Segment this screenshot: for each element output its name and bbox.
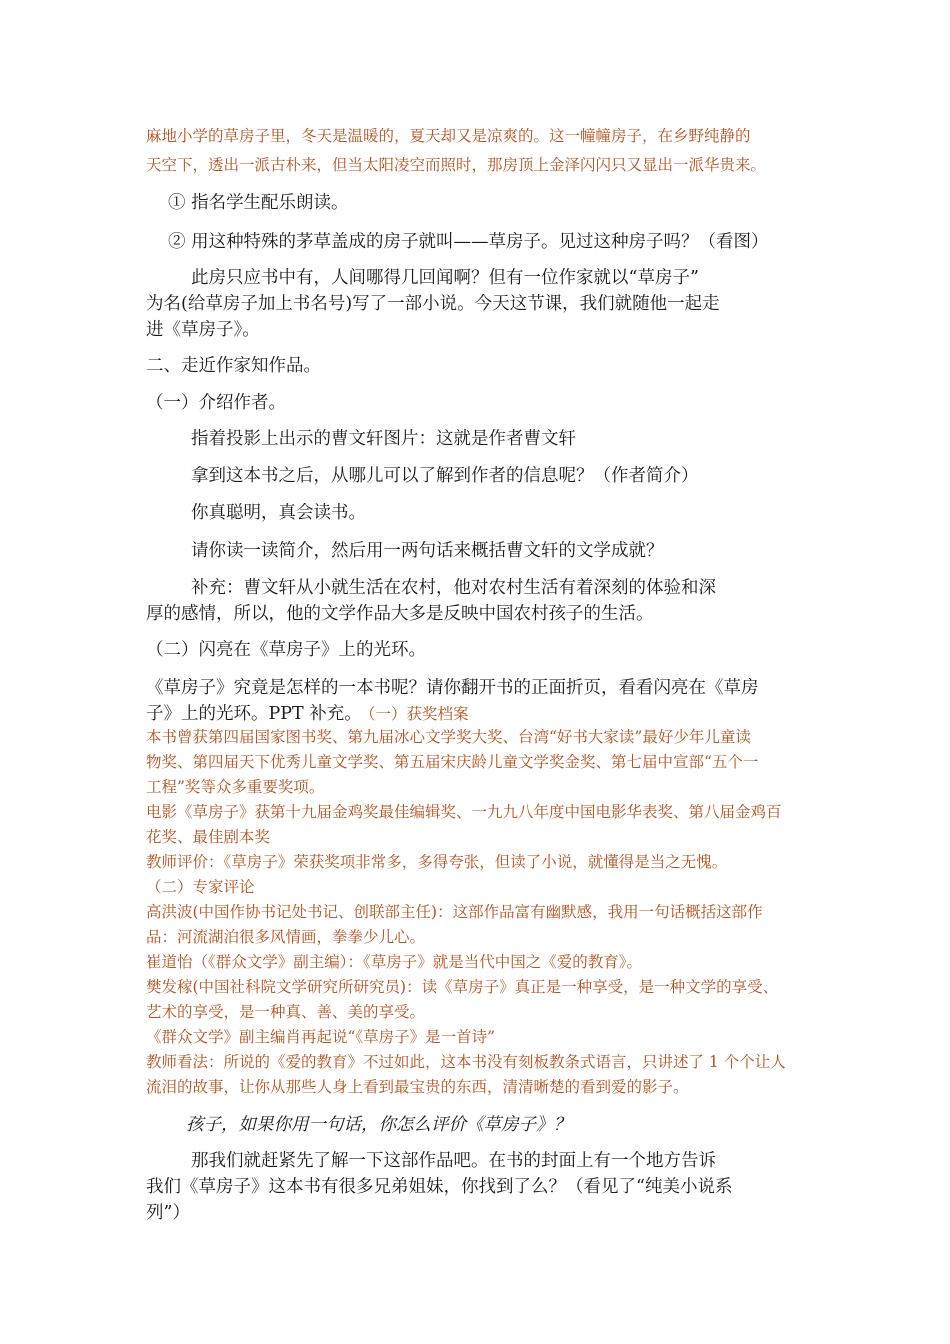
awards-text-line: 电影《草房子》获第十九届金鸡奖最佳编辑奖、一九九八年度中国电影华表奖、第八届金鸡百 xyxy=(146,803,782,821)
awards-heading: （一）获奖档案 xyxy=(367,705,469,723)
paragraph-line xyxy=(146,700,469,725)
review-text-line: 高洪波(中国作协书记处书记、创联部主任)：这部作品富有幽默感，我用一句话概括这部作 xyxy=(146,903,763,921)
teacher-view-line: 教师看法：所说的《爱的教育》不过如此，这本书没有刻板教条式语言，只讲述了 1 个个让人 xyxy=(146,1053,786,1071)
paragraph-line: 那我们就赶紧先了解一下这部作品吧。在书的封面上有一个地方告诉 xyxy=(191,1151,716,1171)
review-text-line: 艺术的享受，是一种真、善、美的享受。 xyxy=(146,1003,426,1021)
paragraph-text: 子》上的光环。PPT 补充。 xyxy=(146,704,362,724)
intro-text-line: 麻地小学的草房子里，冬天是温暖的，夏天却又是凉爽的。这一幢幢房子，在乡野纯静的 xyxy=(146,127,751,145)
review-text-line: 崔道怡（《群众文学》副主编）：《草房子》就是当代中国之《爱的教育》。 xyxy=(146,953,643,971)
paragraph-line: 拿到这本书之后，从哪儿可以了解到作者的信息呢？（作者简介） xyxy=(191,466,699,486)
paragraph-line: 你真聪明，真会读书。 xyxy=(191,503,366,523)
paragraph-line: 进《草房子》。 xyxy=(146,320,260,340)
paragraph-line: 此房只应书中有，人间哪得几回闻啊？但有一位作家就以“草房子” xyxy=(191,268,699,288)
reviews-heading: （二）专家评论 xyxy=(146,878,255,896)
teacher-view-line: 流泪的故事，让你从那些人身上看到最宝贵的东西，清清晰楚的看到爱的影子。 xyxy=(146,1078,689,1096)
subsection-heading: （二）闪亮在《草房子》上的光环。 xyxy=(146,640,426,660)
paragraph-line: 为名(给草房子加上书名号)写了一部小说。今天这节课，我们就随他一起走 xyxy=(146,294,720,314)
review-text-line: 品：河流湖泊很多风情画，拳拳少儿心。 xyxy=(146,928,426,946)
subsection-heading: （一）介绍作者。 xyxy=(146,393,286,413)
section-heading: 二、走近作家知作品。 xyxy=(146,356,321,376)
paragraph-line: 我们《草房子》这本书有很多兄弟姐妹，你找到了么？（看见了“纯美小说系 xyxy=(146,1177,733,1197)
awards-text-line: 工程”奖等众多重要奖项。 xyxy=(146,778,325,796)
teacher-comment: 教师评价：《草房子》荣获奖项非常多，多得夸张，但读了小说，就懂得是当之无愧。 xyxy=(146,853,728,871)
question-line: 孩子，如果你用一句话，你怎么评价《草房子》？ xyxy=(186,1115,571,1135)
paragraph-line: 《草房子》究竟是怎样的一本书呢？请你翻开书的正面折页，看看闪亮在《草房 xyxy=(146,678,759,698)
step-item: ① 指名学生配乐朗读。 xyxy=(168,193,349,213)
intro-text-line: 天空下，透出一派古朴来，但当太阳凌空而照时，那房顶上金泽闪闪只又显出一派华贵来。 xyxy=(146,156,767,174)
review-text-line: 《群众文学》副主编肖再起说“《草房子》是一首诗” xyxy=(146,1028,496,1046)
paragraph-line: 指着投影上出示的曹文轩图片：这就是作者曹文轩 xyxy=(191,429,576,449)
step-item: ② 用这种特殊的茅草盖成的房子就叫——草房子。见过这种房子吗？（看图） xyxy=(168,232,769,252)
awards-text-line: 花奖、最佳剧本奖 xyxy=(146,828,271,846)
paragraph-line: 厚的感情，所以，他的文学作品大多是反映中国农村孩子的生活。 xyxy=(146,604,654,624)
paragraph-line: 请你读一读简介，然后用一两句话来概括曹文轩的文学成就？ xyxy=(191,541,664,561)
review-text-line: 樊发稼(中国社科院文学研究所研究员)：读《草房子》真正是一种享受，是一种文学的享受、 xyxy=(146,978,779,996)
awards-text-line: 本书曾获第四届国家图书奖、第九届冰心文学奖大奖、台湾“好书大家读”最好少年儿童读 xyxy=(146,728,751,746)
paragraph-line: 列”） xyxy=(146,1203,190,1223)
paragraph-line: 补充：曹文轩从小就生活在农村，他对农村生活有着深刻的体验和深 xyxy=(191,578,716,598)
awards-text-line: 物奖、第四届天下优秀儿童文学奖、第五届宋庆龄儿童文学奖金奖、第七届中宣部“五个一 xyxy=(146,753,759,771)
